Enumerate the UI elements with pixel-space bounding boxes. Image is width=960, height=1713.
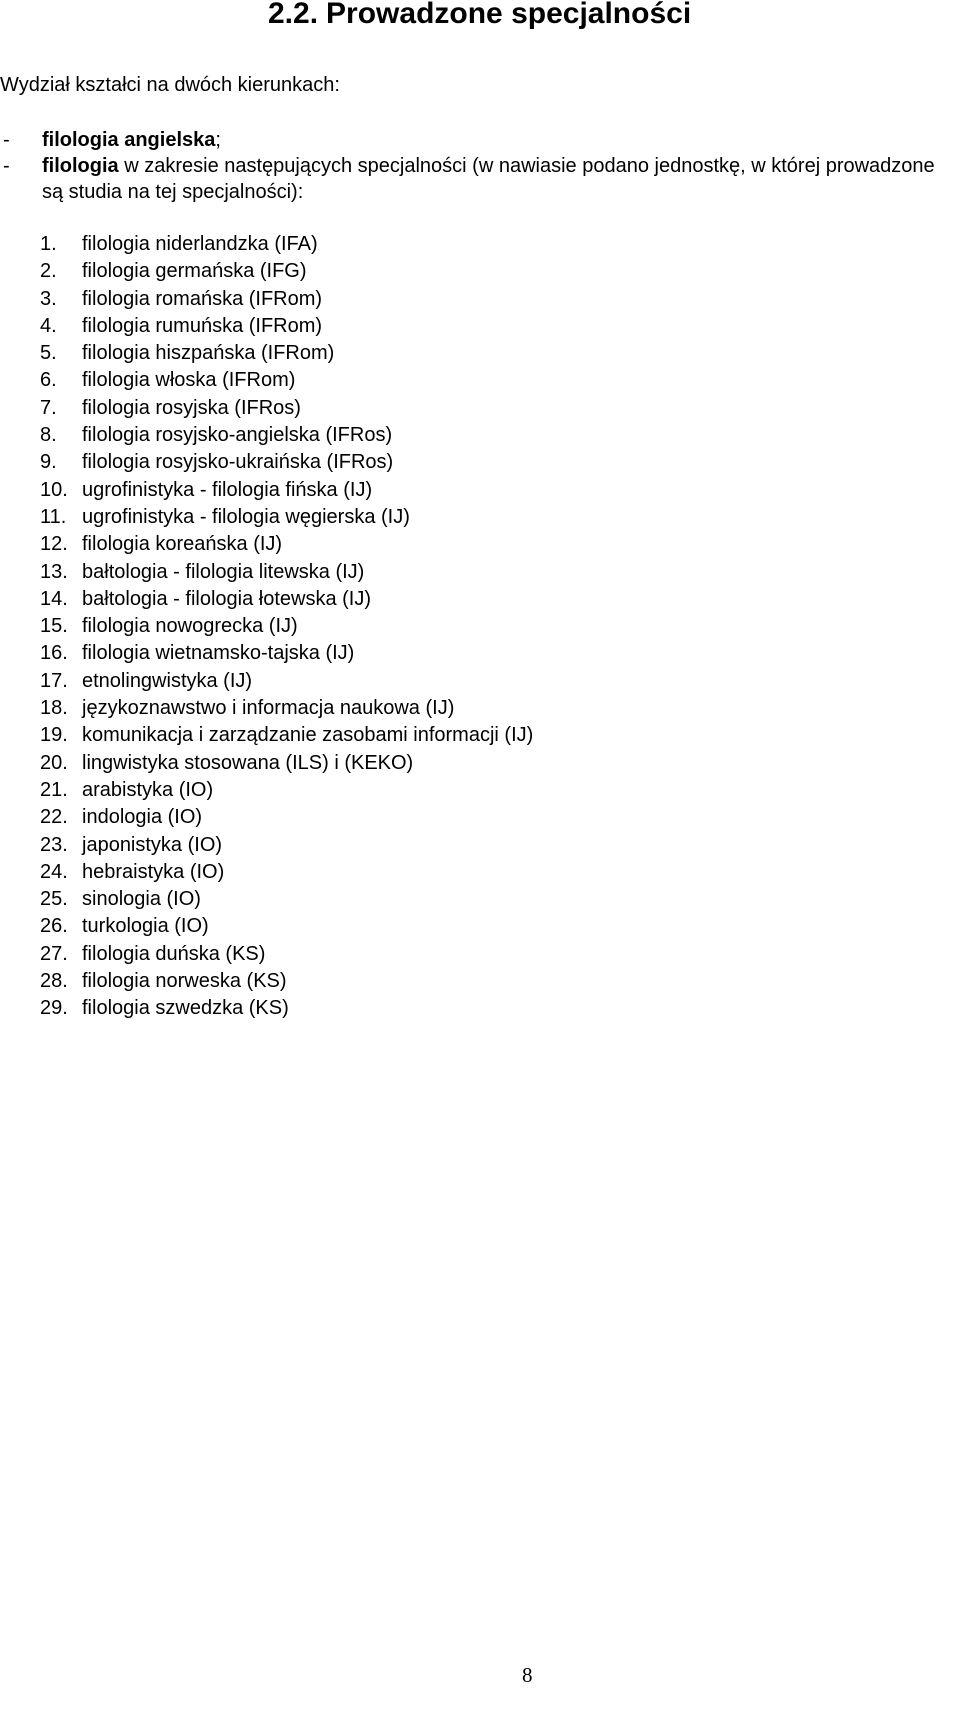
section-title: Prowadzone specjalności — [326, 0, 692, 30]
list-item-label: filologia włoska (IFRom) — [82, 369, 296, 392]
list-item-number: 17. — [40, 669, 68, 692]
list-item-label: japonistyka (IO) — [82, 833, 223, 856]
list-item-number: 6. — [40, 369, 57, 392]
list-item-label: arabistyka (IO) — [82, 778, 214, 801]
direction-rest: ; — [215, 129, 221, 151]
list-item-number: 16. — [40, 642, 68, 665]
list-item-number: 2. — [40, 260, 57, 283]
list-item-number: 15. — [40, 615, 68, 638]
directions-list — [0, 127, 958, 205]
list-item-number: 14. — [40, 587, 68, 610]
direction-rest: w zakresie następujących specjalności (w nawiasie podano jednostkę, w której prowadzone są studia na tej specjalności): — [42, 155, 935, 203]
list-item-label: turkologia (IO) — [82, 915, 209, 938]
list-item-number: 21. — [40, 778, 68, 801]
list-item-label: językoznawstwo i informacja naukowa (IJ) — [82, 697, 455, 720]
direction-name: filologia angielska — [42, 129, 216, 151]
list-item-label: filologia nowogrecka (IJ) — [82, 615, 298, 638]
list-item-label: hebraistyka (IO) — [82, 860, 225, 883]
list-item-label: filologia wietnamsko-tajska (IJ) — [82, 642, 355, 665]
list-item-number: 22. — [40, 806, 68, 829]
list-item-number: 5. — [40, 342, 57, 365]
list-item-number: 4. — [40, 314, 57, 337]
list-item-number: 24. — [40, 860, 68, 883]
list-item-label: indologia (IO) — [82, 806, 203, 829]
list-item-label: filologia szwedzka (KS) — [82, 997, 289, 1020]
list-item-number: 23. — [40, 833, 68, 856]
list-item-label: bałtologia - filologia łotewska (IJ) — [82, 587, 372, 610]
list-item-label: filologia rosyjsko-ukraińska (IFRos) — [82, 451, 394, 474]
list-item-label: bałtologia - filologia litewska (IJ) — [82, 560, 365, 583]
list-item-label: ugrofinistyka - filologia węgierska (IJ) — [82, 505, 410, 528]
list-item-label: filologia rosyjska (IFRos) — [82, 396, 301, 419]
list-item-number: 10. — [40, 478, 68, 501]
list-item-label: sinologia (IO) — [82, 888, 201, 911]
dash-bullet: - — [3, 129, 10, 151]
list-item-number: 29. — [40, 997, 68, 1020]
list-item-label: filologia hiszpańska (IFRom) — [82, 342, 335, 365]
page-number: 8 — [522, 1663, 533, 1687]
list-item-label: filologia niderlandzka (IFA) — [82, 233, 318, 255]
list-item-number: 9. — [40, 451, 57, 474]
list-item-number: 8. — [40, 424, 57, 447]
list-item-number: 13. — [40, 560, 68, 583]
dash-bullet: - — [3, 155, 10, 177]
list-item-label: lingwistyka stosowana (ILS) i (KEKO) — [82, 751, 414, 774]
list-item-label: etnolingwistyka (IJ) — [82, 669, 253, 692]
direction-item — [0, 153, 958, 205]
list-item-label: filologia germańska (IFG) — [82, 260, 307, 283]
section-number: 2.2. — [268, 0, 319, 30]
list-item-number: 26. — [40, 915, 68, 938]
intro-text: Wydział kształci na dwóch kierunkach: — [0, 74, 340, 96]
section-heading — [268, 0, 691, 34]
list-item-number: 12. — [40, 533, 68, 556]
list-item-number: 28. — [40, 970, 68, 993]
list-item-number: 11. — [40, 505, 67, 528]
list-item-label: filologia rumuńska (IFRom) — [82, 314, 323, 337]
list-item-label: filologia norweska (KS) — [82, 970, 287, 993]
list-item-number: 7. — [40, 396, 57, 419]
list-item-label: ugrofinistyka - filologia fińska (IJ) — [82, 478, 373, 501]
list-item-label: filologia rosyjsko-angielska (IFRos) — [82, 424, 393, 447]
list-item-number: 3. — [40, 287, 57, 310]
list-item-number: 18. — [40, 697, 68, 720]
list-item-number: 20. — [40, 751, 68, 774]
list-item-number: 19. — [40, 724, 68, 747]
list-item-number: 1. — [40, 233, 57, 255]
list-item-label: filologia romańska (IFRom) — [82, 287, 323, 310]
direction-name: filologia — [42, 155, 119, 177]
list-item-label: filologia koreańska (IJ) — [82, 533, 283, 556]
list-item-label: komunikacja i zarządzanie zasobami informacji (IJ) — [82, 724, 534, 747]
list-item-label: filologia duńska (KS) — [82, 942, 266, 965]
direction-item — [0, 127, 958, 153]
list-item-number: 27. — [40, 942, 68, 965]
list-item-number: 25. — [40, 888, 68, 911]
